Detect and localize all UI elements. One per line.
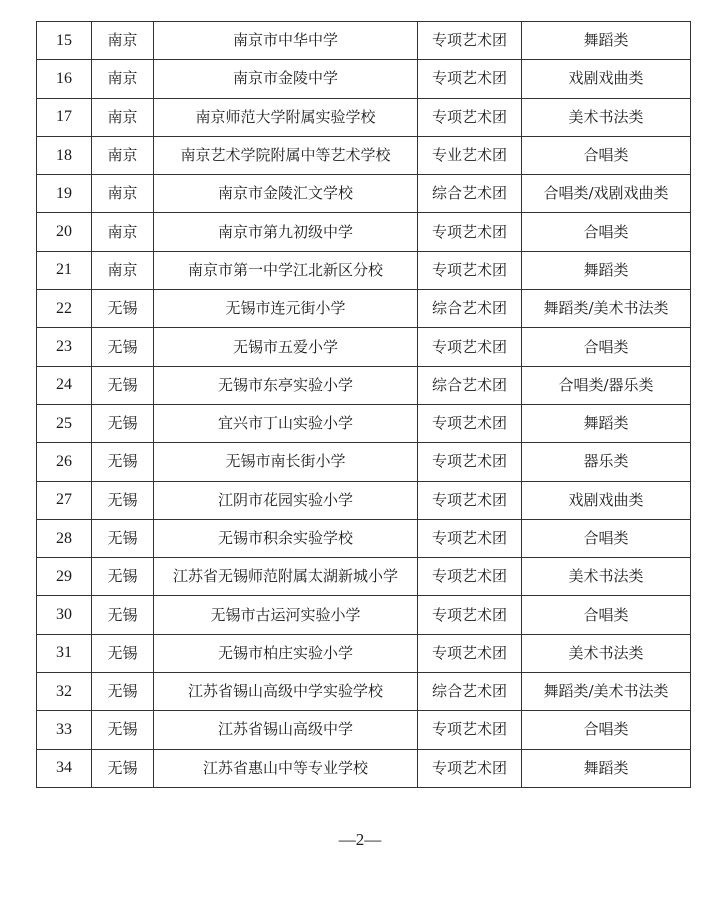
- table-row: [37, 558, 691, 596]
- table-row: [37, 60, 691, 98]
- cell-troupe-type: 综合艺术团: [418, 673, 522, 711]
- table-row: [37, 596, 691, 634]
- cell-school-name: 江苏省锡山高级中学实验学校: [154, 673, 418, 711]
- table-row: [37, 136, 691, 174]
- cell-city: 无锡: [92, 290, 154, 328]
- table-row: [37, 175, 691, 213]
- cell-school-name: 南京市第一中学江北新区分校: [154, 251, 418, 289]
- cell-city: 无锡: [92, 519, 154, 557]
- cell-number: 19: [37, 175, 92, 213]
- cell-city: 无锡: [92, 481, 154, 519]
- cell-number: 27: [37, 481, 92, 519]
- cell-city: 南京: [92, 136, 154, 174]
- cell-troupe-type: 专项艺术团: [418, 711, 522, 749]
- cell-school-name: 无锡市积余实验学校: [154, 519, 418, 557]
- cell-school-name: 江苏省无锡师范附属太湖新城小学: [154, 558, 418, 596]
- cell-number: 21: [37, 251, 92, 289]
- cell-troupe-type: 综合艺术团: [418, 290, 522, 328]
- cell-number: 22: [37, 290, 92, 328]
- cell-number: 18: [37, 136, 92, 174]
- cell-number: 15: [37, 22, 92, 60]
- cell-troupe-type: 专业艺术团: [418, 136, 522, 174]
- cell-city: 无锡: [92, 443, 154, 481]
- cell-school-name: 无锡市古运河实验小学: [154, 596, 418, 634]
- cell-troupe-type: 专项艺术团: [418, 519, 522, 557]
- cell-number: 26: [37, 443, 92, 481]
- cell-school-name: 江苏省惠山中等专业学校: [154, 749, 418, 787]
- table-row: [37, 366, 691, 404]
- page-number: —2—: [338, 830, 382, 849]
- cell-city: 无锡: [92, 404, 154, 442]
- cell-art-category: 合唱类: [522, 519, 691, 557]
- cell-troupe-type: 专项艺术团: [418, 404, 522, 442]
- cell-school-name: 南京师范大学附属实验学校: [154, 98, 418, 136]
- table-row: [37, 519, 691, 557]
- cell-city: 南京: [92, 251, 154, 289]
- cell-art-category: 美术书法类: [522, 98, 691, 136]
- table-row: [37, 443, 691, 481]
- table-row: [37, 213, 691, 251]
- cell-school-name: 南京市金陵汇文学校: [154, 175, 418, 213]
- table-row: [37, 251, 691, 289]
- cell-art-category: 美术书法类: [522, 634, 691, 672]
- cell-troupe-type: 专项艺术团: [418, 251, 522, 289]
- cell-troupe-type: 专项艺术团: [418, 749, 522, 787]
- cell-troupe-type: 专项艺术团: [418, 60, 522, 98]
- cell-city: 南京: [92, 213, 154, 251]
- cell-number: 24: [37, 366, 92, 404]
- cell-art-category: 舞蹈类/美术书法类: [522, 673, 691, 711]
- cell-troupe-type: 专项艺术团: [418, 22, 522, 60]
- cell-art-category: 舞蹈类: [522, 749, 691, 787]
- cell-city: 南京: [92, 60, 154, 98]
- cell-art-category: 舞蹈类: [522, 404, 691, 442]
- cell-art-category: 器乐类: [522, 443, 691, 481]
- cell-number: 28: [37, 519, 92, 557]
- cell-school-name: 江苏省锡山高级中学: [154, 711, 418, 749]
- cell-troupe-type: 专项艺术团: [418, 328, 522, 366]
- cell-school-name: 宜兴市丁山实验小学: [154, 404, 418, 442]
- cell-city: 无锡: [92, 328, 154, 366]
- cell-school-name: 南京市中华中学: [154, 22, 418, 60]
- cell-city: 无锡: [92, 366, 154, 404]
- cell-city: 无锡: [92, 673, 154, 711]
- table-row: [37, 711, 691, 749]
- cell-art-category: 戏剧戏曲类: [522, 481, 691, 519]
- cell-school-name: 南京艺术学院附属中等艺术学校: [154, 136, 418, 174]
- cell-school-name: 无锡市五爱小学: [154, 328, 418, 366]
- table-row: [37, 98, 691, 136]
- table-row: [37, 749, 691, 787]
- cell-city: 南京: [92, 22, 154, 60]
- cell-troupe-type: 综合艺术团: [418, 366, 522, 404]
- cell-number: 16: [37, 60, 92, 98]
- cell-school-name: 无锡市柏庄实验小学: [154, 634, 418, 672]
- cell-school-name: 江阴市花园实验小学: [154, 481, 418, 519]
- cell-number: 17: [37, 98, 92, 136]
- cell-number: 32: [37, 673, 92, 711]
- cell-art-category: 合唱类/戏剧戏曲类: [522, 175, 691, 213]
- cell-troupe-type: 专项艺术团: [418, 634, 522, 672]
- school-art-troupe-table: [36, 21, 690, 788]
- cell-school-name: 无锡市东亭实验小学: [154, 366, 418, 404]
- table-body: [37, 22, 691, 788]
- cell-art-category: 美术书法类: [522, 558, 691, 596]
- cell-number: 31: [37, 634, 92, 672]
- cell-school-name: 南京市金陵中学: [154, 60, 418, 98]
- cell-art-category: 合唱类: [522, 328, 691, 366]
- cell-art-category: 合唱类: [522, 711, 691, 749]
- table-row: [37, 404, 691, 442]
- cell-city: 南京: [92, 98, 154, 136]
- cell-number: 25: [37, 404, 92, 442]
- cell-art-category: 合唱类/器乐类: [522, 366, 691, 404]
- cell-art-category: 舞蹈类: [522, 22, 691, 60]
- cell-city: 南京: [92, 175, 154, 213]
- cell-troupe-type: 专项艺术团: [418, 596, 522, 634]
- cell-school-name: 南京市第九初级中学: [154, 213, 418, 251]
- cell-city: 无锡: [92, 634, 154, 672]
- cell-number: 34: [37, 749, 92, 787]
- cell-city: 无锡: [92, 596, 154, 634]
- table-row: [37, 22, 691, 60]
- cell-number: 23: [37, 328, 92, 366]
- cell-art-category: 舞蹈类/美术书法类: [522, 290, 691, 328]
- cell-art-category: 合唱类: [522, 213, 691, 251]
- cell-troupe-type: 专项艺术团: [418, 443, 522, 481]
- cell-school-name: 无锡市连元街小学: [154, 290, 418, 328]
- cell-troupe-type: 专项艺术团: [418, 98, 522, 136]
- cell-art-category: 合唱类: [522, 596, 691, 634]
- table-row: [37, 328, 691, 366]
- table-row: [37, 673, 691, 711]
- table-row: [37, 634, 691, 672]
- cell-art-category: 合唱类: [522, 136, 691, 174]
- table-row: [37, 481, 691, 519]
- cell-city: 无锡: [92, 749, 154, 787]
- cell-number: 29: [37, 558, 92, 596]
- cell-number: 20: [37, 213, 92, 251]
- cell-troupe-type: 专项艺术团: [418, 213, 522, 251]
- cell-number: 33: [37, 711, 92, 749]
- cell-art-category: 戏剧戏曲类: [522, 60, 691, 98]
- cell-troupe-type: 专项艺术团: [418, 481, 522, 519]
- table-row: [37, 290, 691, 328]
- cell-number: 30: [37, 596, 92, 634]
- cell-school-name: 无锡市南长街小学: [154, 443, 418, 481]
- cell-city: 无锡: [92, 711, 154, 749]
- cell-troupe-type: 专项艺术团: [418, 558, 522, 596]
- cell-art-category: 舞蹈类: [522, 251, 691, 289]
- cell-troupe-type: 综合艺术团: [418, 175, 522, 213]
- table: [36, 21, 691, 788]
- cell-city: 无锡: [92, 558, 154, 596]
